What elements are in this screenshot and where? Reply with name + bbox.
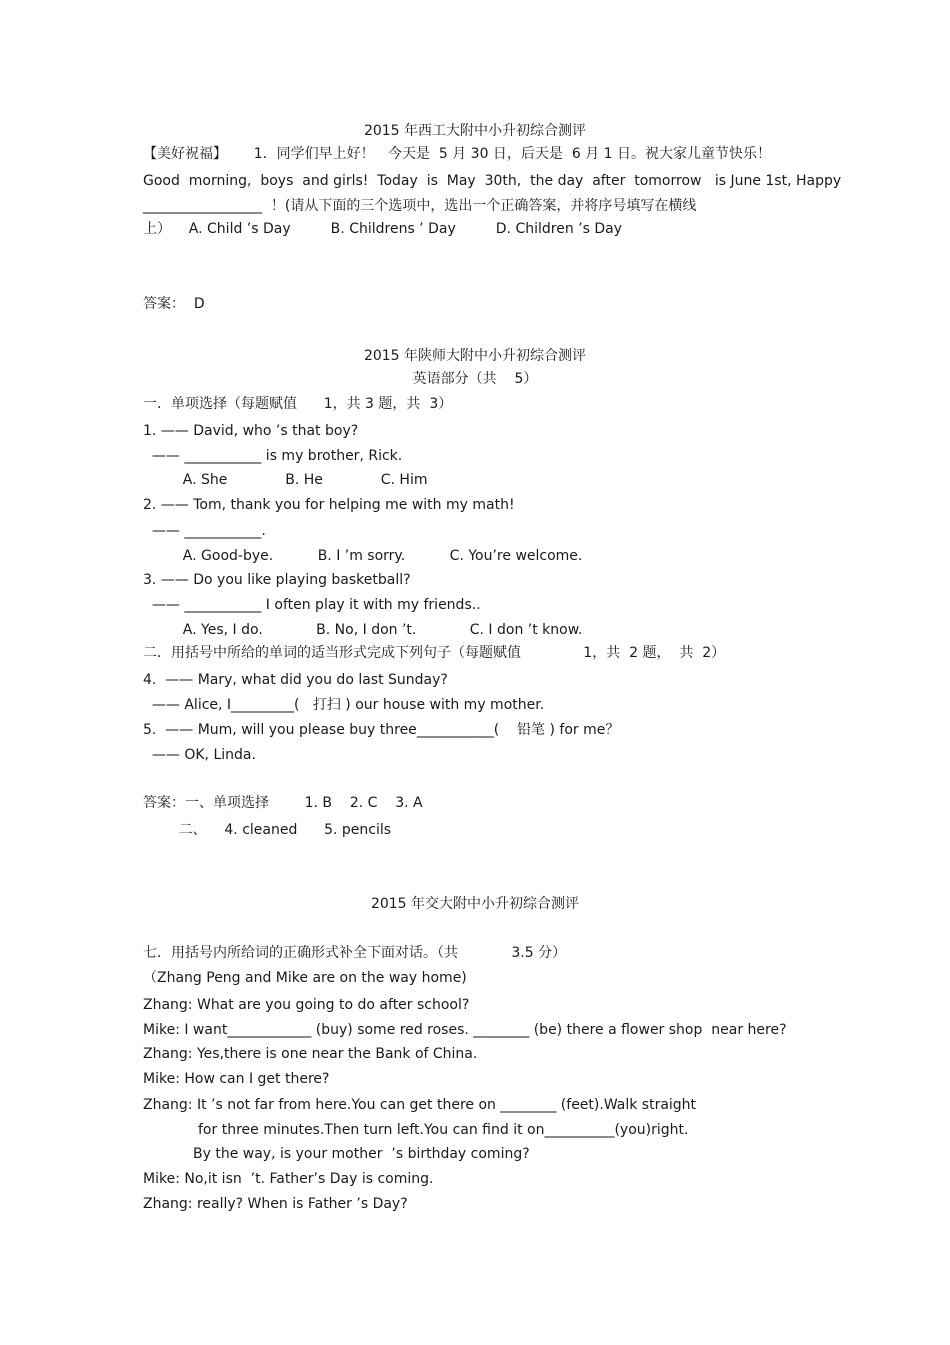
s3-line1: （Zhang Peng and Mike are on the way home) <box>143 970 467 986</box>
s3-section-heading: 七．用括号内所给词的正确形式补全下面对话。（共 3.5 分） <box>143 945 567 961</box>
s2-q2-options: A. Good-bye. B. I ’m sorry. C. You’re welcome. <box>165 548 583 564</box>
section1-title: 2015 年西工大附中小升初综合测评 <box>363 123 587 139</box>
s3-line8: By the way, is your mother ’s birthday coming? <box>193 1146 530 1162</box>
s1-answer: 答案： D <box>143 296 205 312</box>
s3-line10: Zhang: really? When is Father ’s Day? <box>143 1196 408 1212</box>
s2-q5-answer-line: —— OK, Linda. <box>143 747 256 763</box>
s2-q3-options: A. Yes, I do. B. No, I don ’t. C. I don ’t know. <box>165 622 583 638</box>
section2-title: 2015 年陕师大附中小升初综合测评 <box>363 348 587 364</box>
s2-q2-answer-line: —— ___________. <box>143 523 266 539</box>
s2-q1-answer-line: —— ___________ is my brother, Rick. <box>143 448 403 464</box>
s2-section1-heading: 一．单项选择（每题赋值 1，共 3 题，共 3） <box>143 396 453 412</box>
s3-line6: Zhang: It ’s not far from here.You can get there on ________ (feet).Walk straight <box>143 1097 697 1113</box>
s2-q5: 5. —— Mum, will you please buy three___________( 铅笔 ) for me？ <box>143 722 620 738</box>
s1-line3: _________________ ！(请从下面的三个选项中，选出一个正确答案，并将序号填写在横线 <box>143 198 697 214</box>
s1-line1: 【美好祝福】 1．同学们早上好！ 今天是 5 月 30 日，后天是 6 月 1 日。祝大家儿童节快乐！ <box>143 146 771 162</box>
s2-q3: 3. —— Do you like playing basketball? <box>143 572 411 588</box>
s2-q1-options: A. She B. He C. Him <box>165 472 428 488</box>
s2-q4-answer-line: —— Alice, I_________( 打扫 ) our house with my mother. <box>143 697 545 713</box>
s3-line3: Mike: I want____________ (buy) some red roses. ________ (be) there a flower shop near here? <box>143 1022 787 1038</box>
s3-line5: Mike: How can I get there? <box>143 1071 330 1087</box>
s3-line7: for three minutes.Then turn left.You can find it on__________(you)right. <box>198 1122 689 1138</box>
s2-answer-line2: 二、 4. cleaned 5. pencils <box>143 822 392 838</box>
s2-q3-answer-line: —— ___________ I often play it with my friends.. <box>143 597 481 613</box>
s2-section2-heading: 二．用括号中所给的单词的适当形式完成下列句子（每题赋值 1，共 2 题， 共 2） <box>143 645 726 661</box>
s2-q1: 1. —— David, who ’s that boy? <box>143 423 359 439</box>
s1-line2: Good morning, boys and girls! Today is May 30th, the day after tomorrow is June 1st, Happy <box>143 173 842 189</box>
s2-answer-line1: 答案：一、单项选择 1. B 2. C 3. A <box>143 795 423 811</box>
s2-q4: 4. —— Mary, what did you do last Sunday? <box>143 672 448 688</box>
s3-line4: Zhang: Yes,there is one near the Bank of China. <box>143 1046 478 1062</box>
s3-line9: Mike: No,it isn ’t. Father’s Day is coming. <box>143 1171 434 1187</box>
s3-line2: Zhang: What are you going to do after school? <box>143 997 470 1013</box>
section3-title: 2015 年交大附中小升初综合测评 <box>370 896 580 912</box>
s1-line4: 上） A. Child ’s Day B. Childrens ’ Day D. Children ’s Day <box>143 221 623 237</box>
s2-q2: 2. —— Tom, thank you for helping me with my math! <box>143 497 515 513</box>
section2-subtitle: 英语部分（共 5） <box>412 371 538 387</box>
